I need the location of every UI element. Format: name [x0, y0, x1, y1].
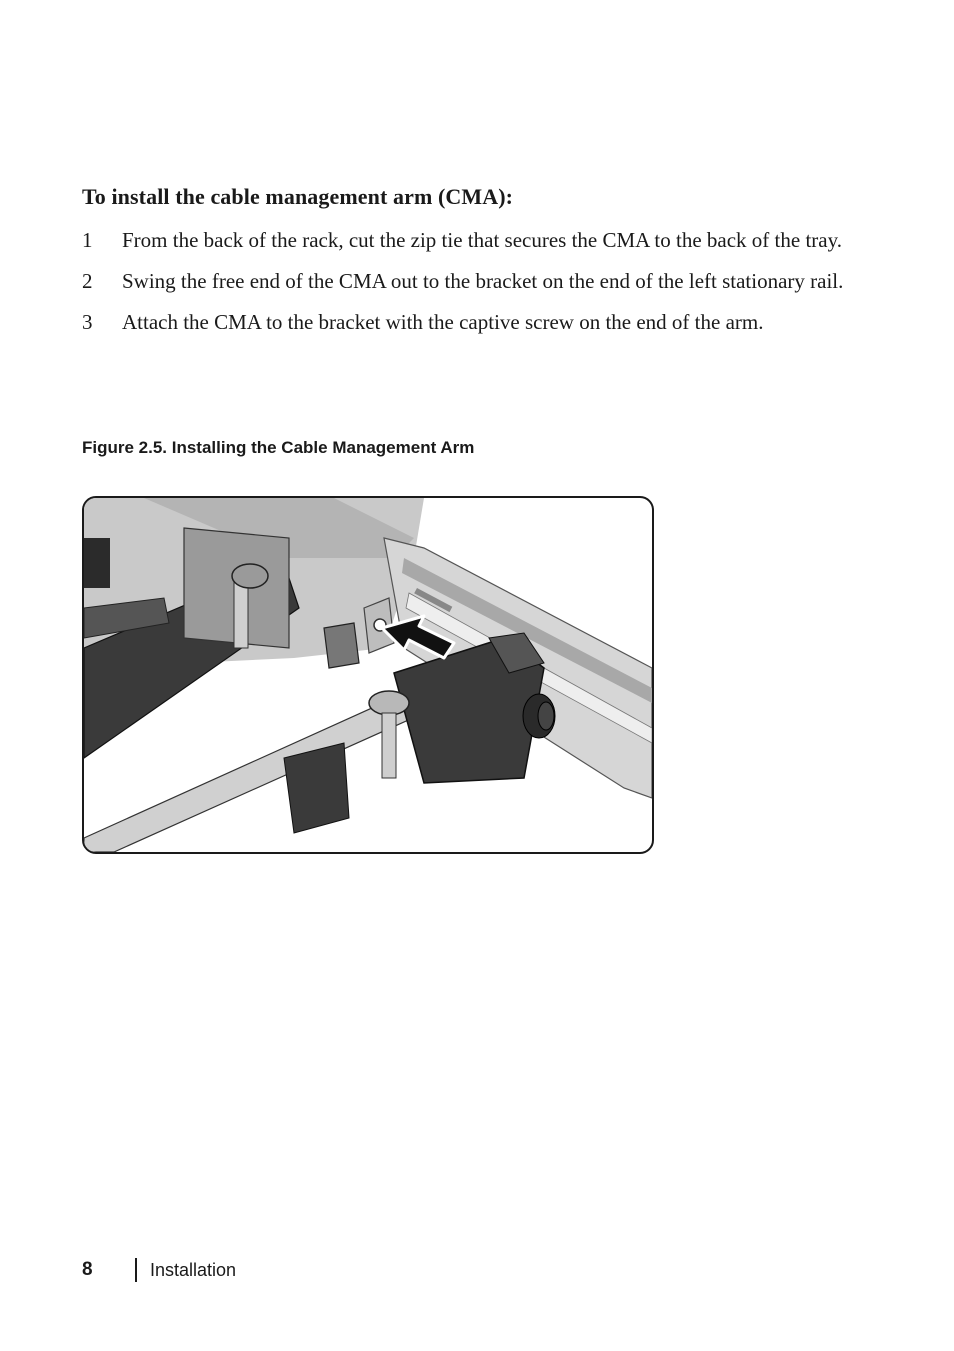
- cma-installation-illustration: [82, 496, 654, 854]
- hinge-pin: [234, 578, 248, 648]
- footer-divider: [135, 1258, 137, 1282]
- step-text: Swing the free end of the CMA out to the bracket on the end of the left stationary rail.: [122, 269, 844, 293]
- step-number: 3: [82, 310, 93, 334]
- figure-caption: Figure 2.5. Installing the Cable Management Arm: [82, 438, 475, 457]
- page-number: 8: [82, 1259, 93, 1280]
- step-text: Attach the CMA to the bracket with the captive screw on the end of the arm.: [122, 310, 764, 334]
- step-number: 2: [82, 269, 93, 293]
- step-number: 1: [82, 228, 93, 252]
- steps-list: [82, 226, 862, 349]
- section-heading: To install the cable management arm (CMA):: [82, 184, 514, 209]
- step-3: [82, 308, 862, 337]
- step-2: [82, 267, 862, 296]
- cma-illustration-svg: [84, 498, 652, 852]
- captive-screw-face: [538, 702, 554, 730]
- footer-section-name: Installation: [150, 1260, 237, 1280]
- cable-block: [84, 538, 110, 588]
- arm-screw-head: [369, 691, 409, 715]
- cable-strap: [284, 743, 349, 833]
- step-text: From the back of the rack, cut the zip tie that secures the CMA to the back of the tray.: [122, 228, 842, 252]
- arm-pin: [382, 713, 396, 778]
- rail-latch: [324, 623, 359, 668]
- hinge-screw-head: [232, 564, 268, 588]
- step-1: [82, 226, 862, 255]
